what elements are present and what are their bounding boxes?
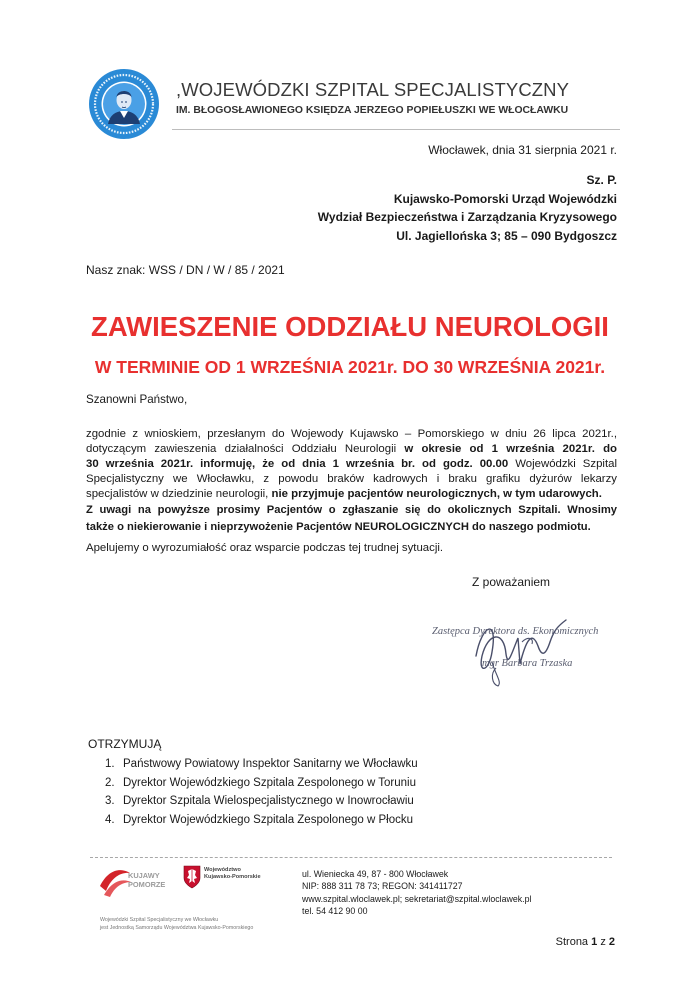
text-segment: Wojewódzki Szpital bbox=[508, 458, 617, 470]
headline-subtitle: W TERMINIE OD 1 WRZEŚNIA 2021r. DO 30 WRZEŚNIA 2021r. bbox=[94, 357, 606, 377]
list-text: Dyrektor Szpitala Wielospecjalistycznego w Inowrocławiu bbox=[123, 795, 414, 807]
contact-address: ul. Wieniecka 49, 87 - 800 Włocławek bbox=[302, 869, 449, 879]
footer-note bbox=[100, 916, 253, 932]
stamp-position: Zastępca Dyrektora ds. Ekonomicznych bbox=[432, 626, 599, 637]
body-paragraph-2 bbox=[86, 502, 617, 536]
bold-text-segment: w okresie od 1 września 2021r. do bbox=[404, 443, 617, 455]
voivodeship-logo-text bbox=[204, 867, 261, 881]
text-segment: Specjalistyczny we Włocławku, z powodu braków kadrowych i braku grafiku dyżurów lekarzy bbox=[86, 473, 617, 485]
recipient-line: Sz. P. bbox=[586, 173, 617, 187]
page-current: 1 bbox=[591, 936, 598, 948]
voivodeship-line2: Kujawsko-Pomorskie bbox=[204, 874, 261, 880]
contact-tax-ids: NIP: 888 311 78 73; REGON: 341411727 bbox=[302, 881, 463, 892]
letterhead-subtitle: IM. BŁOGOSŁAWIONEGO KSIĘDZA JERZEGO POPIEŁUSZKI WE WŁOCŁAWKU bbox=[176, 105, 569, 116]
page-total: 2 bbox=[608, 936, 615, 948]
list-text: Państwowy Powiatowy Inspektor Sanitarny we Włocławku bbox=[123, 758, 418, 770]
headline-title: ZAWIESZENIE ODDZIAŁU NEUROLOGII bbox=[91, 311, 609, 342]
paragraph-line: Z uwagi na powyższe prosimy Pacjentów o zgłaszanie się do okolicznych Szpitali. Wnosimy bbox=[86, 504, 617, 516]
contact-web-email: www.szpital.wloclawek.pl; sekretariat@szpital.wloclawek.pl bbox=[302, 893, 532, 904]
paragraph-line bbox=[86, 442, 617, 457]
closing-phrase: Z poważaniem bbox=[472, 575, 551, 589]
letterhead-title: ,WOJEWÓDZKI SZPITAL SPECJALISTYCZNY bbox=[176, 79, 570, 100]
list-text: Dyrektor Wojewódzkiego Szpitala Zespolonego w Toruniu bbox=[123, 776, 416, 789]
recipient-line: Wydział Bezpieczeństwa i Zarządzania Kryzysowego bbox=[317, 210, 617, 224]
letterhead-divider bbox=[172, 129, 620, 130]
list-number: 3. bbox=[105, 795, 115, 807]
reference-number: Nasz znak: WSS / DN / W / 85 / 2021 bbox=[86, 263, 285, 277]
handwritten-signature bbox=[462, 612, 574, 688]
recipient-line: Ul. Jagiellońska 3; 85 – 090 Bydgoszcz bbox=[396, 228, 617, 243]
list-item bbox=[105, 792, 418, 811]
list-item bbox=[105, 755, 418, 774]
bold-text-segment: nie przyjmuje pacjentów neurologicznych, w tym udarowych. bbox=[271, 488, 602, 500]
region-logo-line2: POMORZE bbox=[128, 880, 166, 889]
paragraph-line bbox=[86, 472, 617, 487]
distribution-list bbox=[105, 755, 418, 829]
distribution-heading: OTRZYMUJĄ bbox=[88, 737, 162, 751]
region-logo-line1: KUJAWY bbox=[128, 871, 160, 880]
paragraph-line: także o niekierowanie i nieprzywożenie Pacjentów NEUROLOGICZNYCH do naszego podmiotu. bbox=[86, 521, 591, 533]
page-separator: z bbox=[600, 936, 606, 948]
footer-divider bbox=[90, 857, 612, 858]
footer-contact bbox=[302, 868, 531, 918]
list-number: 2. bbox=[105, 776, 115, 789]
footer-note-line: Wojewódzki Szpital Specjalistyczny we Włocławku bbox=[100, 917, 219, 923]
page-number bbox=[556, 936, 615, 949]
paragraph-line bbox=[86, 487, 617, 502]
list-item bbox=[105, 774, 418, 793]
page-label: Strona bbox=[555, 936, 589, 948]
bold-text-segment: 30 września 2021r. informuję, że od dnia 1 września br. od godz. 00.00 bbox=[86, 458, 509, 470]
stamp-name: mgr Barbara Trzaska bbox=[482, 658, 573, 669]
footer-note-line: jest Jednostką Samorządu Województwa Kujawsko-Pomorskiego bbox=[100, 925, 254, 931]
recipient-line: Kujawsko-Pomorski Urząd Wojewódzki bbox=[393, 191, 617, 206]
contact-phone: tel. 54 412 90 00 bbox=[302, 906, 368, 917]
list-number: 4. bbox=[105, 813, 115, 826]
hospital-seal-portrait-icon bbox=[88, 68, 160, 140]
text-segment: specjalistów w dziedzinie neurologii, bbox=[86, 488, 272, 500]
salutation: Szanowni Państwo, bbox=[86, 393, 188, 406]
kujawy-pomorze-logo bbox=[98, 864, 168, 898]
text-segment: dotyczącym zawieszenia działalności Oddziału Neurologii bbox=[86, 443, 405, 455]
date-line: Włocławek, dnia 31 sierpnia 2021 r. bbox=[428, 143, 617, 157]
list-number: 1. bbox=[105, 758, 115, 770]
list-text: Dyrektor Wojewódzkiego Szpitala Zespolonego w Płocku bbox=[123, 813, 413, 826]
text-segment: zgodnie z wnioskiem, przesłanym do Wojewody Kujawsko – Pomorskiego w dniu 26 lipca 2021r., bbox=[86, 428, 617, 440]
voivodeship-line1: Województwo bbox=[204, 867, 241, 873]
coat-of-arms-icon bbox=[183, 865, 201, 889]
paragraph-line bbox=[86, 427, 617, 442]
body-paragraph-3: Apelujemy o wyrozumiałość oraz wsparcie podczas tej trudnej sytuacji. bbox=[86, 542, 444, 554]
list-item bbox=[105, 811, 418, 830]
recipient-address bbox=[318, 171, 617, 245]
body-paragraph-1 bbox=[86, 427, 617, 502]
paragraph-line bbox=[86, 457, 617, 472]
